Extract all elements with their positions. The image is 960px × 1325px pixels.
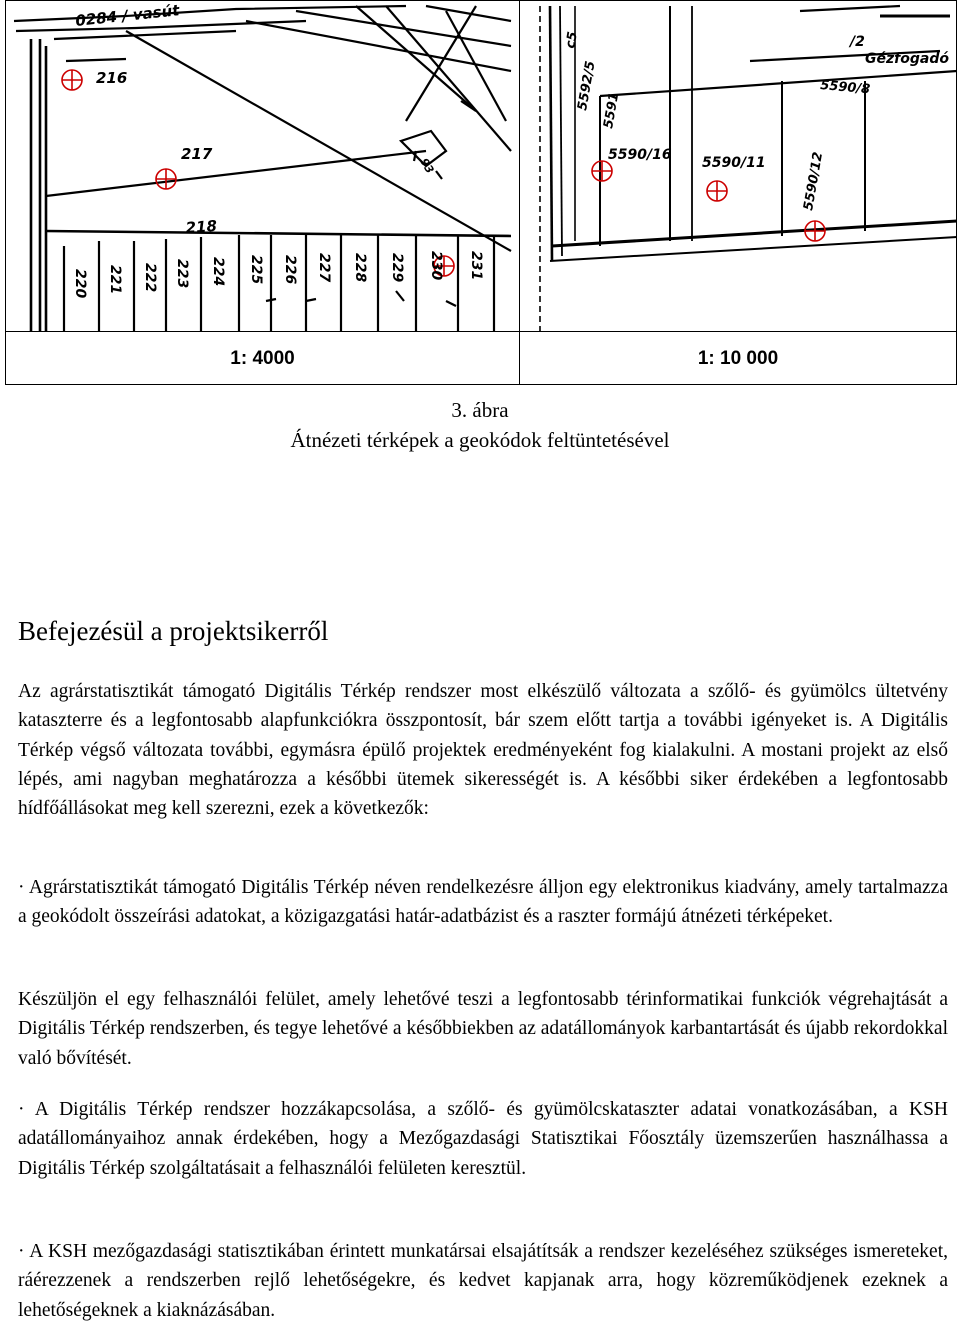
parcel-label: 218: [185, 216, 218, 237]
paragraph: Az agrárstatisztikát támogató Digitális Térkép rendszer most elkészülő változata a szőlő- és gyümölcs ültetvény kataszterre és a legfontosabb alapfunkciókra összpontosít, bár szem előtt tartja a további igényeket is. A Digitális Térkép végső változata további, egymásra épülő projektek eredményeként fog kialakulni. A mostani projekt az első lépés, ami nagyban meghatározza a későbbi ütemek sikerességét is. A későbbi siker érdekében a legfontosabb hídfőállásokat meg kell szerezni, ezek a következők:: [18, 681, 948, 820]
parcel-label: 5590/8: [819, 78, 871, 98]
paragraph: · A Digitális Térkép rendszer hozzákapcsolása, a szőlő- és gyümölcskataszter adatai vonatkozásában, a KSH adatállományaihoz annak érdekében, hogy a Mezőgazdasági Statisztikai Főosztály üzemszerűen használhassa a Digitális Térkép szolgáltatásait a felhasználói felületen keresztül.: [18, 1099, 948, 1179]
figure-caption: Átnézeti térképek a geokódok feltüntetésével: [290, 428, 670, 452]
parcel-label: 230: [428, 251, 444, 281]
parcel-label: 5591: [601, 91, 623, 130]
parcel-label: 223: [174, 259, 190, 289]
parcel-label: 5592/5: [575, 59, 599, 112]
parcel-label: 93: [417, 156, 437, 176]
map-right-1-10000: [520, 1, 957, 331]
parcel-label: 224: [210, 257, 226, 287]
parcel-label: 5590/16: [608, 147, 672, 163]
scale-left: 1: 4000: [230, 348, 295, 369]
parcel-label: 222: [142, 263, 158, 293]
cadastral-map-left: [6, 1, 519, 331]
parcel-label: 221: [107, 265, 123, 295]
scale-right: 1: 10 000: [697, 348, 779, 369]
cadastral-map-right: [520, 1, 957, 331]
parcel-label: c5: [563, 30, 581, 50]
paragraph: · Agrárstatisztikát támogató Digitális Térkép néven rendelkezésre álljon egy elektronikus kiadvány, amely tartalmazza a geokódolt összeírási adatokat, a közigazgatási határ-adatbázist és a raszter formájú átnézeti térképeket.: [18, 877, 948, 928]
parcel-label: 5590/12: [801, 150, 827, 212]
parcel-label: 227: [316, 253, 332, 283]
parcel-label: /2: [850, 34, 865, 50]
road-label: 0284 / vasút: [74, 1, 181, 30]
figure-table: [5, 0, 957, 385]
parcel-label: 220: [72, 269, 88, 299]
paragraph: · A KSH mezőgazdasági statisztikában érintett munkatársai elsajátítsák a rendszer kezeléséhez szükséges ismereteket, ráérezzenek a rendszerben rejlő lehetőségekre, és kedvet kapjanak arra, hogy közreműködjenek ezeknek a lehetőségeknek a kiaknázásában.: [18, 1241, 948, 1321]
figure-number: 3. ábra: [451, 398, 509, 422]
table-divider-horizontal: [6, 331, 956, 332]
table-divider-vertical: [519, 1, 520, 384]
parcel-label: 217: [181, 145, 213, 163]
paragraph: Készüljön el egy felhasználói felület, amely lehetővé teszi a legfontosabb térinformatikai funkciók végrehajtását a Digitális Térkép rendszerben, és tegye lehetővé a későbbiekben az adatállományok karbantartását és újabb rekordokkal való bővítését.: [18, 989, 948, 1069]
section-title: Befejezésül a projektsikerről: [18, 616, 329, 646]
parcel-label: 231: [468, 251, 484, 281]
parcel-label: 216: [96, 69, 128, 87]
parcel-label: 229: [389, 253, 405, 283]
parcel-label: 228: [352, 253, 368, 283]
parcel-label: 5590/11: [702, 155, 766, 171]
parcel-label: 225: [248, 255, 264, 285]
map-left-1-4000: [6, 1, 519, 331]
place-label: Gézfogadó: [865, 51, 949, 67]
parcel-label: 226: [282, 255, 298, 285]
